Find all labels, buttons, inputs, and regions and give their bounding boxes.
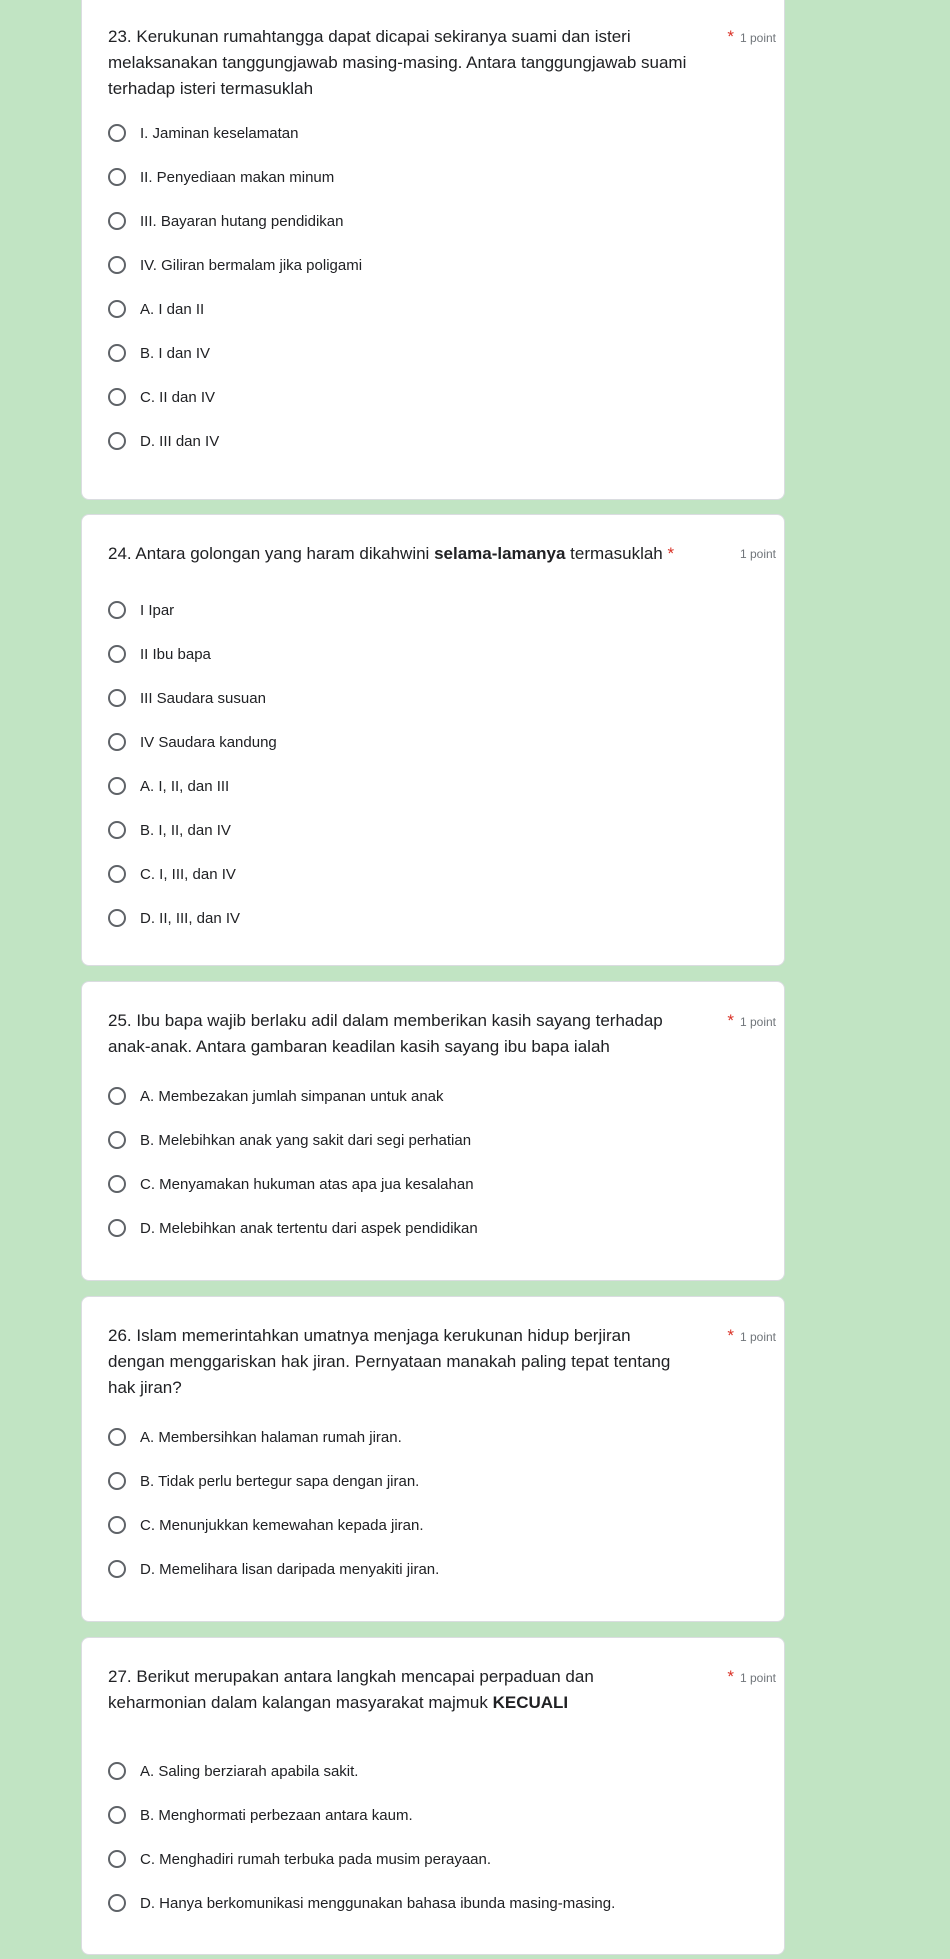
radio-circle-icon[interactable] <box>108 1472 126 1490</box>
points-label: 1 point <box>739 31 776 45</box>
radio-option[interactable]: A. Membezakan jumlah simpanan untuk anak <box>108 1081 444 1111</box>
question-text: 23. Kerukunan rumahtangga dapat dicapai sekiranya suami dan isteri melaksanakan tanggungjawab masing-masing. Antara tanggungjawab suami terhadap isteri termasuklah <box>108 27 687 98</box>
radio-option[interactable]: B. Melebihkan anak yang sakit dari segi perhatian <box>108 1125 471 1155</box>
radio-option[interactable]: A. I dan II <box>108 294 204 324</box>
points-label: 1 point <box>739 1330 776 1344</box>
question-meta <box>727 1664 776 1691</box>
question-header <box>108 541 776 567</box>
radio-circle-icon[interactable] <box>108 1894 126 1912</box>
radio-circle-icon[interactable] <box>108 689 126 707</box>
required-marker: * <box>727 1011 734 1030</box>
radio-option[interactable]: B. Tidak perlu bertegur sapa dengan jiran. <box>108 1466 419 1496</box>
question-header <box>108 1664 776 1716</box>
question-card-25 <box>81 981 785 1281</box>
question-header <box>108 1008 776 1060</box>
radio-circle-icon[interactable] <box>108 300 126 318</box>
radio-option[interactable]: C. I, III, dan IV <box>108 859 236 889</box>
radio-circle-icon[interactable] <box>108 256 126 274</box>
radio-option[interactable]: D. Hanya berkomunikasi menggunakan bahasa ibunda masing-masing. <box>108 1888 615 1918</box>
radio-circle-icon[interactable] <box>108 733 126 751</box>
radio-circle-icon[interactable] <box>108 388 126 406</box>
required-marker: * <box>727 27 734 46</box>
radio-option[interactable]: I Ipar <box>108 595 174 625</box>
question-emphasis: KECUALI <box>492 1693 569 1712</box>
radio-circle-icon[interactable] <box>108 1560 126 1578</box>
radio-circle-icon[interactable] <box>108 1516 126 1534</box>
radio-circle-icon[interactable] <box>108 865 126 883</box>
question-emphasis: selama-lamanya <box>434 544 566 563</box>
radio-circle-icon[interactable] <box>108 909 126 927</box>
required-marker: * <box>727 1326 734 1345</box>
radio-option[interactable]: B. I, II, dan IV <box>108 815 231 845</box>
radio-option[interactable]: B. Menghormati perbezaan antara kaum. <box>108 1800 413 1830</box>
radio-circle-icon[interactable] <box>108 124 126 142</box>
radio-circle-icon[interactable] <box>108 212 126 230</box>
radio-circle-icon[interactable] <box>108 821 126 839</box>
radio-option[interactable]: II Ibu bapa <box>108 639 211 669</box>
radio-circle-icon[interactable] <box>108 1219 126 1237</box>
radio-option[interactable]: II. Penyediaan makan minum <box>108 162 334 192</box>
radio-circle-icon[interactable] <box>108 1175 126 1193</box>
radio-circle-icon[interactable] <box>108 344 126 362</box>
question-meta <box>727 24 776 51</box>
radio-option[interactable]: C. Menunjukkan kemewahan kepada jiran. <box>108 1510 424 1540</box>
radio-circle-icon[interactable] <box>108 1131 126 1149</box>
radio-option[interactable]: A. Membersihkan halaman rumah jiran. <box>108 1422 402 1452</box>
radio-option[interactable]: III. Bayaran hutang pendidikan <box>108 206 343 236</box>
question-card-23 <box>81 0 785 500</box>
question-meta <box>727 1008 776 1035</box>
radio-circle-icon[interactable] <box>108 601 126 619</box>
radio-option[interactable]: IV. Giliran bermalam jika poligami <box>108 250 362 280</box>
radio-option[interactable]: IV Saudara kandung <box>108 727 277 757</box>
question-text: 27. Berikut merupakan antara langkah mencapai perpaduan dan keharmonian dalam kalangan masyarakat majmuk KECUALI <box>108 1667 594 1712</box>
radio-circle-icon[interactable] <box>108 645 126 663</box>
question-text: 25. Ibu bapa wajib berlaku adil dalam memberikan kasih sayang terhadap anak-anak. Antara gambaran keadilan kasih sayang ibu bapa ialah <box>108 1011 663 1056</box>
points-label: 1 point <box>739 547 776 561</box>
question-card-27 <box>81 1637 785 1955</box>
points-label: 1 point <box>739 1015 776 1029</box>
radio-option[interactable]: D. III dan IV <box>108 426 219 456</box>
radio-option[interactable]: C. II dan IV <box>108 382 215 412</box>
question-meta <box>740 541 776 567</box>
radio-circle-icon[interactable] <box>108 777 126 795</box>
radio-option[interactable]: III Saudara susuan <box>108 683 266 713</box>
radio-option[interactable]: I. Jaminan keselamatan <box>108 118 298 148</box>
radio-circle-icon[interactable] <box>108 1087 126 1105</box>
question-header <box>108 24 776 102</box>
radio-option[interactable]: C. Menyamakan hukuman atas apa jua kesalahan <box>108 1169 474 1199</box>
radio-option[interactable]: D. Melebihkan anak tertentu dari aspek pendidikan <box>108 1213 478 1243</box>
radio-option[interactable]: D. Memelihara lisan daripada menyakiti jiran. <box>108 1554 439 1584</box>
radio-option[interactable]: A. Saling berziarah apabila sakit. <box>108 1756 358 1786</box>
radio-circle-icon[interactable] <box>108 1850 126 1868</box>
radio-circle-icon[interactable] <box>108 1428 126 1446</box>
radio-option[interactable]: A. I, II, dan III <box>108 771 229 801</box>
question-text: 26. Islam memerintahkan umatnya menjaga kerukunan hidup berjiran dengan menggariskan hak jiran. Pernyataan manakah paling tepat tentang hak jiran? <box>108 1326 671 1397</box>
radio-option[interactable]: D. II, III, dan IV <box>108 903 240 933</box>
question-text: 24. Antara golongan yang haram dikahwini selama-lamanya termasuklah * <box>108 544 675 563</box>
required-marker: * <box>727 1667 734 1686</box>
question-card-24 <box>81 514 785 966</box>
points-label: 1 point <box>739 1671 776 1685</box>
question-meta <box>727 1323 776 1350</box>
radio-circle-icon[interactable] <box>108 432 126 450</box>
radio-option[interactable]: B. I dan IV <box>108 338 210 368</box>
radio-circle-icon[interactable] <box>108 168 126 186</box>
radio-option[interactable]: C. Menghadiri rumah terbuka pada musim perayaan. <box>108 1844 491 1874</box>
question-header <box>108 1323 776 1401</box>
required-marker: * <box>667 544 675 563</box>
radio-circle-icon[interactable] <box>108 1806 126 1824</box>
question-card-26 <box>81 1296 785 1622</box>
radio-circle-icon[interactable] <box>108 1762 126 1780</box>
